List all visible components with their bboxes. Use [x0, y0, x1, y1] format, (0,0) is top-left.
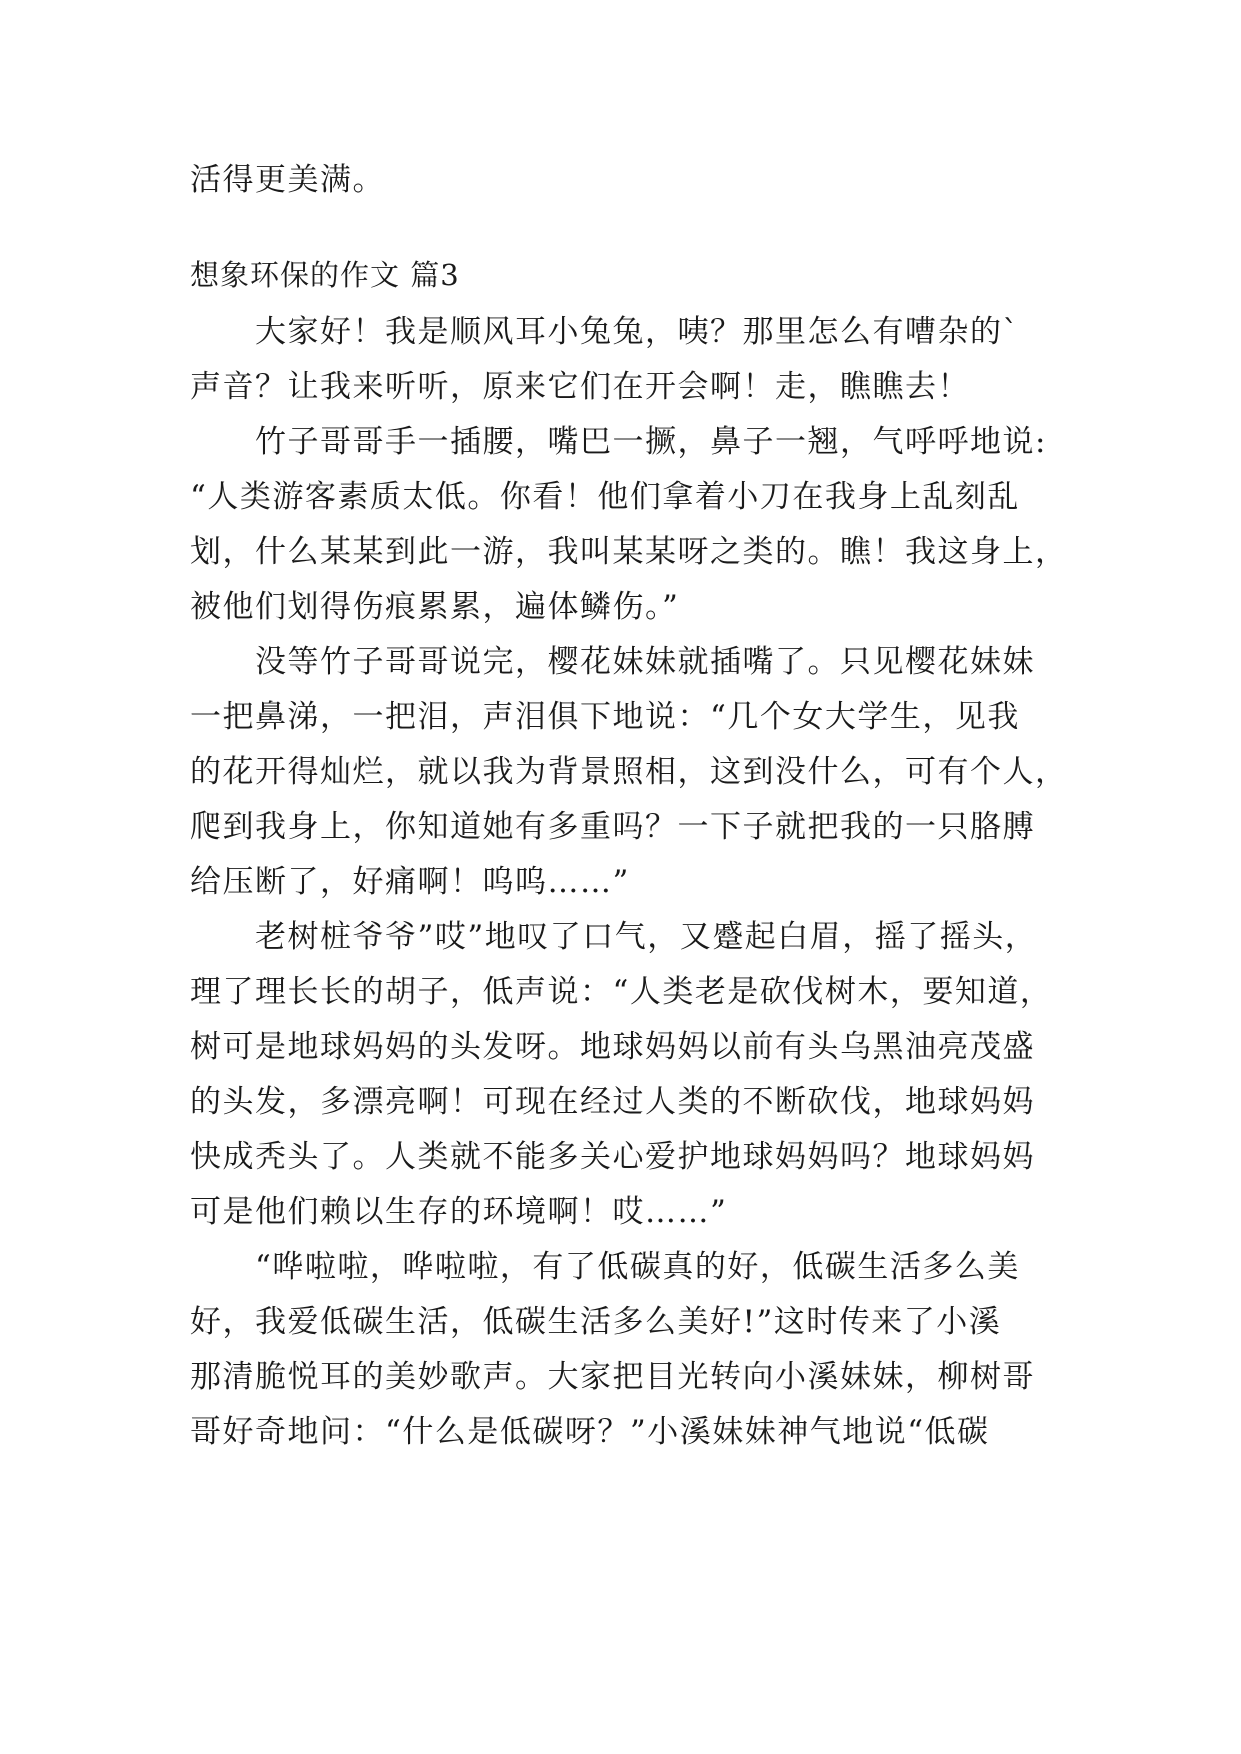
- text-line-16: 树可是地球妈妈的头发呀。地球妈妈以前有头乌黑油亮茂盛: [190, 1029, 1035, 1065]
- text-line-13: 给压断了，好痛啊！呜呜……”: [190, 864, 630, 900]
- text-line-19: 可是他们赖以生存的环境啊！哎……”: [190, 1194, 728, 1230]
- text-line-22: 那清脆悦耳的美妙歌声。大家把目光转向小溪妹妹，柳树哥: [190, 1359, 1035, 1395]
- text-line-8: 被他们划得伤痕累累，遍体鳞伤。”: [190, 589, 680, 625]
- text-line-14: 老树桩爷爷”哎”地叹了口气，又蹙起白眉，摇了摇头，: [190, 919, 1038, 955]
- text-line-5: 竹子哥哥手一插腰，嘴巴一撅，鼻子一翘，气呼呼地说:: [190, 424, 1047, 460]
- text-line-11: 的花开得灿烂，就以我为背景照相，这到没什么，可有个人，: [190, 754, 1068, 790]
- text-line-20: “哗啦啦，哗啦啦，有了低碳真的好，低碳生活多么美: [190, 1249, 1020, 1285]
- text-line-21: 好，我爱低碳生活，低碳生活多么美好!”这时传来了小溪: [190, 1304, 1002, 1340]
- text-line-15: 理了理长长的胡子，低声说：“人类老是砍伐树木，要知道，: [190, 974, 1053, 1010]
- section-heading: 想象环保的作文 篇3: [190, 258, 460, 292]
- text-line-1: 活得更美满。: [190, 162, 385, 198]
- text-line-18: 快成秃头了。人类就不能多关心爱护地球妈妈吗？地球妈妈: [190, 1139, 1035, 1175]
- text-line-9: 没等竹子哥哥说完，樱花妹妹就插嘴了。只见樱花妹妹: [190, 644, 1035, 680]
- text-line-6: “人类游客素质太低。你看！他们拿着小刀在我身上乱刻乱: [190, 479, 1020, 515]
- text-line-23: 哥好奇地问：“什么是低碳呀？”小溪妹妹神气地说“低碳: [190, 1414, 990, 1450]
- text-line-10: 一把鼻涕，一把泪，声泪俱下地说：“几个女大学生，见我: [190, 699, 1020, 735]
- text-line-12: 爬到我身上，你知道她有多重吗？一下子就把我的一只胳膊: [190, 809, 1035, 845]
- text-line-17: 的头发，多漂亮啊！可现在经过人类的不断砍伐，地球妈妈: [190, 1084, 1035, 1120]
- text-line-4: 声音？让我来听听，原来它们在开会啊！走，瞧瞧去！: [190, 369, 970, 405]
- text-line-3: 大家好！我是顺风耳小兔兔，咦？那里怎么有嘈杂的`: [190, 314, 1020, 350]
- text-line-7: 划，什么某某到此一游，我叫某某呀之类的。瞧！我这身上，: [190, 534, 1068, 570]
